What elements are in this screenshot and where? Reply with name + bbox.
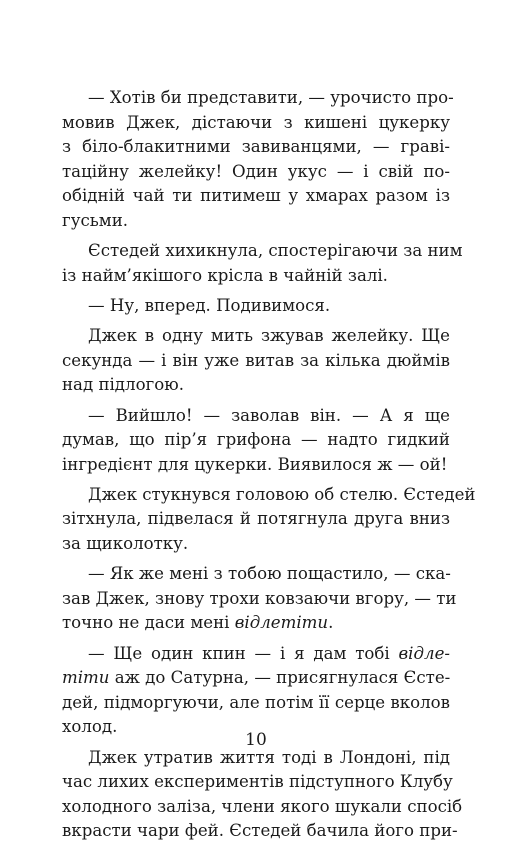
text-line: із найм’якішого крісла в чайній залі. xyxy=(62,265,388,285)
paragraph-4 xyxy=(62,324,450,398)
italic-text: відлетіти xyxy=(234,613,329,633)
text-line: холодного заліза, члени якого шукали спосіб xyxy=(62,796,463,816)
text-line: Джек утратив життя тоді в Лондоні, під xyxy=(88,747,450,767)
paragraph-8 xyxy=(62,642,450,740)
text-line: — Хотів би представити, — урочисто про- xyxy=(88,88,454,107)
text-line: дей, підморгуючи, але потім її серце вколов xyxy=(62,692,450,712)
page-number: 10 xyxy=(245,730,267,750)
paragraph-7 xyxy=(62,562,457,636)
text-line: за щиколотку. xyxy=(62,534,189,554)
text-line: гусьми. xyxy=(62,210,129,230)
text-line: з біло-блакитними завиванцями, — граві- xyxy=(62,137,450,157)
text-line: Єстедей хихикнула, спостерігаючи за ним xyxy=(88,241,463,261)
italic-text: відле- xyxy=(398,643,450,663)
paragraph-3 xyxy=(62,294,450,319)
text-line: час лихих експериментів підступного Клубу xyxy=(62,772,453,792)
text-line: зав Джек, знову трохи ковзаючи вгору, — ти xyxy=(62,588,457,608)
text-line: мовив Джек, дістаючи з кишені цукерку xyxy=(62,112,450,132)
text-line: думав, що пір’я грифона — надто гидкий xyxy=(62,430,450,450)
text-line xyxy=(62,666,450,691)
text-run: точно не даси мені xyxy=(62,613,235,633)
text-line: — Як же мені з тобою пощастило, — ска- xyxy=(88,564,451,584)
text-line: зітхнула, підвелася й потягнула друга вниз xyxy=(62,509,450,529)
text-run: — Ще один кпин — і я дам тобі xyxy=(88,643,399,663)
paragraph-6 xyxy=(62,483,476,557)
text-line: таційну желейку! Один укус — і свій по- xyxy=(62,161,450,181)
text-line xyxy=(62,642,450,667)
text-line xyxy=(62,611,450,636)
text-line: секунда — і він уже витав за кілька дюймів xyxy=(62,350,450,370)
text-line: холод. xyxy=(62,717,118,737)
paragraph-1 xyxy=(62,86,454,234)
text-line: над підлогою. xyxy=(62,375,184,395)
paragraph-5 xyxy=(62,404,450,478)
text-run: аж до Сатурна, — присягнулася Єсте- xyxy=(109,668,451,688)
text-line: Джек в одну мить зжував желейку. Ще xyxy=(88,326,450,346)
text-line: інгредієнт для цукерки. Виявилося ж — ой! xyxy=(62,454,448,474)
italic-text: тіти xyxy=(62,668,110,688)
paragraph-2 xyxy=(62,239,463,288)
paragraph-9 xyxy=(62,746,463,844)
text-line: обідній чай ти питимеш у хмарах разом із xyxy=(62,186,450,206)
text-line: вкрасти чари фей. Єстедей бачила його при- xyxy=(62,821,458,841)
text-line: Джек стукнувся головою об стелю. Єстедей xyxy=(88,484,476,504)
text-line: — Ну, вперед. Подивимося. xyxy=(88,295,331,315)
text-line: — Вийшло! — заволав він. — А я ще xyxy=(88,405,450,425)
text-run: . xyxy=(328,613,334,633)
